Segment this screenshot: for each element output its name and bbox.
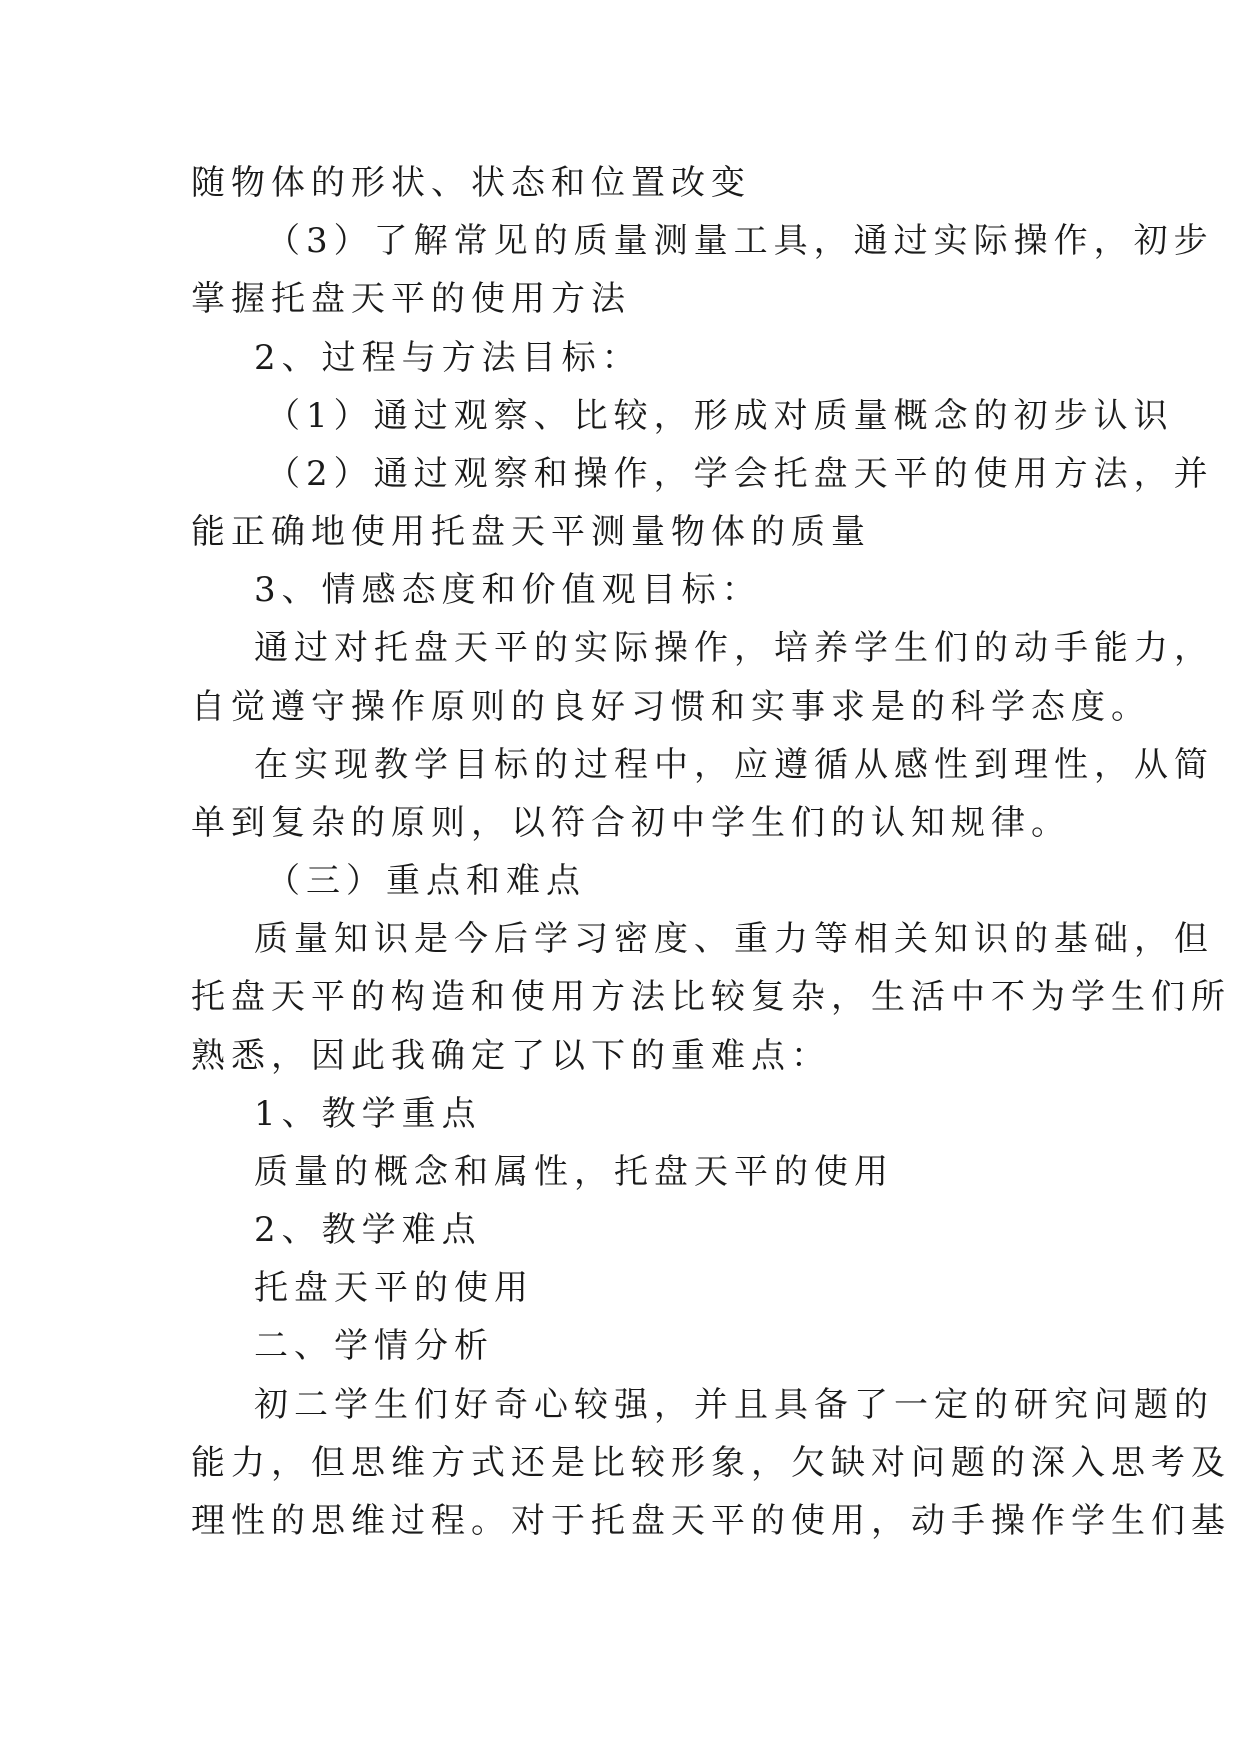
text-line: 掌握托盘天平的使用方法: [191, 279, 631, 319]
subheading: 1、教学重点: [254, 1094, 482, 1134]
text-line: 托盘天平的构造和使用方法比较复杂，生活中不为学生们所: [191, 977, 1231, 1017]
text-line: 质量的概念和属性，托盘天平的使用: [254, 1152, 894, 1192]
text-line: 通过对托盘天平的实际操作，培养学生们的动手能力，: [254, 628, 1214, 668]
text-line: 3、情感态度和价值观目标：: [254, 570, 762, 610]
text-line: 随物体的形状、状态和位置改变: [191, 163, 751, 203]
text-line: （2）通过观察和操作，学会托盘天平的使用方法，并: [266, 454, 1214, 494]
text-line: 质量知识是今后学习密度、重力等相关知识的基础，但: [254, 919, 1214, 959]
text-line: 熟悉，因此我确定了以下的重难点：: [191, 1036, 831, 1076]
section-heading: 二、学情分析: [254, 1326, 494, 1366]
text-line: （3）了解常见的质量测量工具，通过实际操作，初步: [266, 221, 1214, 261]
text-line: 理性的思维过程。对于托盘天平的使用，动手操作学生们基: [191, 1501, 1231, 1541]
text-line: 自觉遵守操作原则的良好习惯和实事求是的科学态度。: [191, 687, 1151, 727]
text-line: 2、过程与方法目标：: [254, 338, 642, 378]
subheading: 2、教学难点: [254, 1210, 482, 1250]
text-line: （1）通过观察、比较，形成对质量概念的初步认识: [266, 396, 1174, 436]
text-line: 能力，但思维方式还是比较形象，欠缺对问题的深入思考及: [191, 1443, 1231, 1483]
section-heading: （三）重点和难点: [266, 861, 586, 901]
text-line: 在实现教学目标的过程中，应遵循从感性到理性，从简: [254, 745, 1214, 785]
text-line: 单到复杂的原则，以符合初中学生们的认知规律。: [191, 803, 1071, 843]
text-line: 初二学生们好奇心较强，并且具备了一定的研究问题的: [254, 1385, 1214, 1425]
text-line: 能正确地使用托盘天平测量物体的质量: [191, 512, 871, 552]
text-line: 托盘天平的使用: [254, 1268, 534, 1308]
